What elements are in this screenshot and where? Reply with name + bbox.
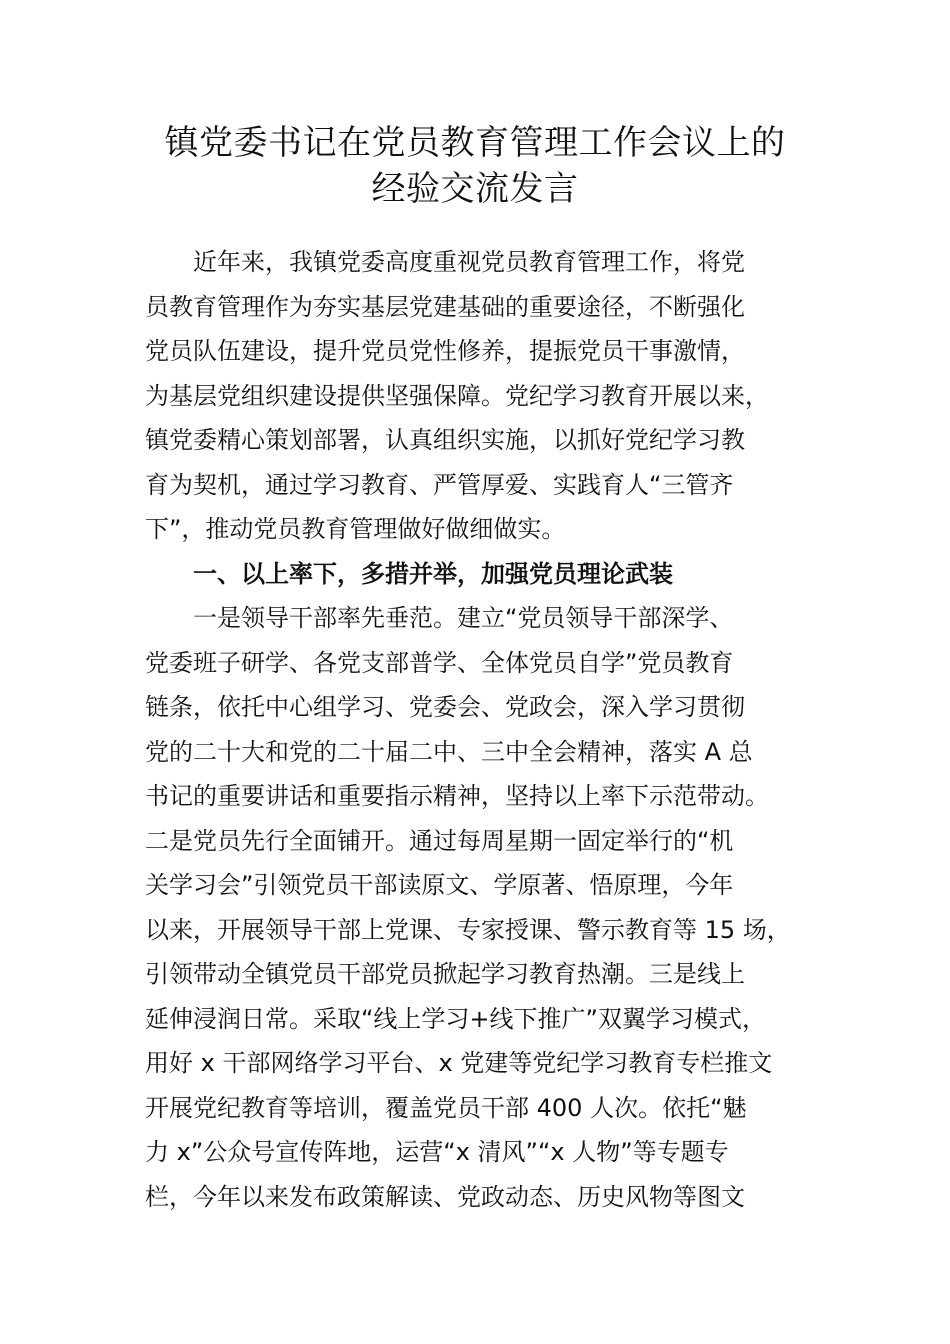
title-line-1: 镇党委书记在党员教育管理工作会议上的 <box>164 123 786 163</box>
document-body <box>145 240 845 1219</box>
paragraph-line: 镇党委精心策划部署，认真组织实施，以抓好党纪学习教 <box>145 426 745 454</box>
paragraph-line: 力 x”公众号宣传阵地，运营“x 清风”“x 人物”等专题专 <box>145 1138 729 1166</box>
paragraph-line: 下”，推动党员教育管理做好做细做实。 <box>145 515 566 543</box>
paragraph-line: 近年来，我镇党委高度重视党员教育管理工作，将党 <box>193 248 745 276</box>
paragraph-line: 关学习会”引领党员干部读原文、学原著、悟原理，今年 <box>145 871 734 899</box>
paragraph-line: 为基层党组织建设提供坚强保障。党纪学习教育开展以来， <box>145 381 769 410</box>
paragraph-line: 育为契机，通过学习教育、严管厚爱、实践育人“三管齐 <box>145 470 734 499</box>
paragraph-line: 引领带动全镇党员干部党员掀起学习教育热潮。三是线上 <box>145 960 745 988</box>
paragraph-line: 开展党纪教育等培训，覆盖党员干部 400 人次。依托“魅 <box>145 1093 747 1122</box>
paragraph-line: 一是领导干部率先垂范。建立“党员领导干部深学、 <box>193 604 734 632</box>
paragraph-line: 书记的重要讲话和重要指示精神，坚持以上率下示范带动。 <box>145 782 769 810</box>
paragraph-line: 党委班子研学、各党支部普学、全体党员自学”党员教育 <box>145 648 734 677</box>
paragraph-line: 二是党员先行全面铺开。通过每周星期一固定举行的“机 <box>145 826 734 855</box>
paragraph-line: 以来，开展领导干部上党课、专家授课、警示教育等 15 场， <box>145 915 791 944</box>
paragraph-line: 党员队伍建设，提升党员党性修养，提振党员干事激情， <box>145 337 745 365</box>
paragraph-line: 延伸浸润日常。采取“线上学习+线下推广”双翼学习模式， <box>145 1004 766 1033</box>
paragraph-line: 员教育管理作为夯实基层党建基础的重要途径，不断强化 <box>145 292 745 321</box>
title-line-2: 经验交流发言 <box>371 169 579 209</box>
section-heading: 一、以上率下，多措并举，加强党员理论武装 <box>193 559 673 588</box>
paragraph-line: 栏，今年以来发布政策解读、党政动态、历史风物等图文 <box>145 1182 745 1211</box>
paragraph-line: 用好 x 干部网络学习平台、x 党建等党纪学习教育专栏推文 <box>145 1049 773 1077</box>
document-title <box>110 120 840 212</box>
paragraph-line: 链条，依托中心组学习、党委会、党政会，深入学习贯彻 <box>145 693 745 721</box>
paragraph-line: 党的二十大和党的二十届二中、三中全会精神，落实 A 总 <box>145 737 753 766</box>
